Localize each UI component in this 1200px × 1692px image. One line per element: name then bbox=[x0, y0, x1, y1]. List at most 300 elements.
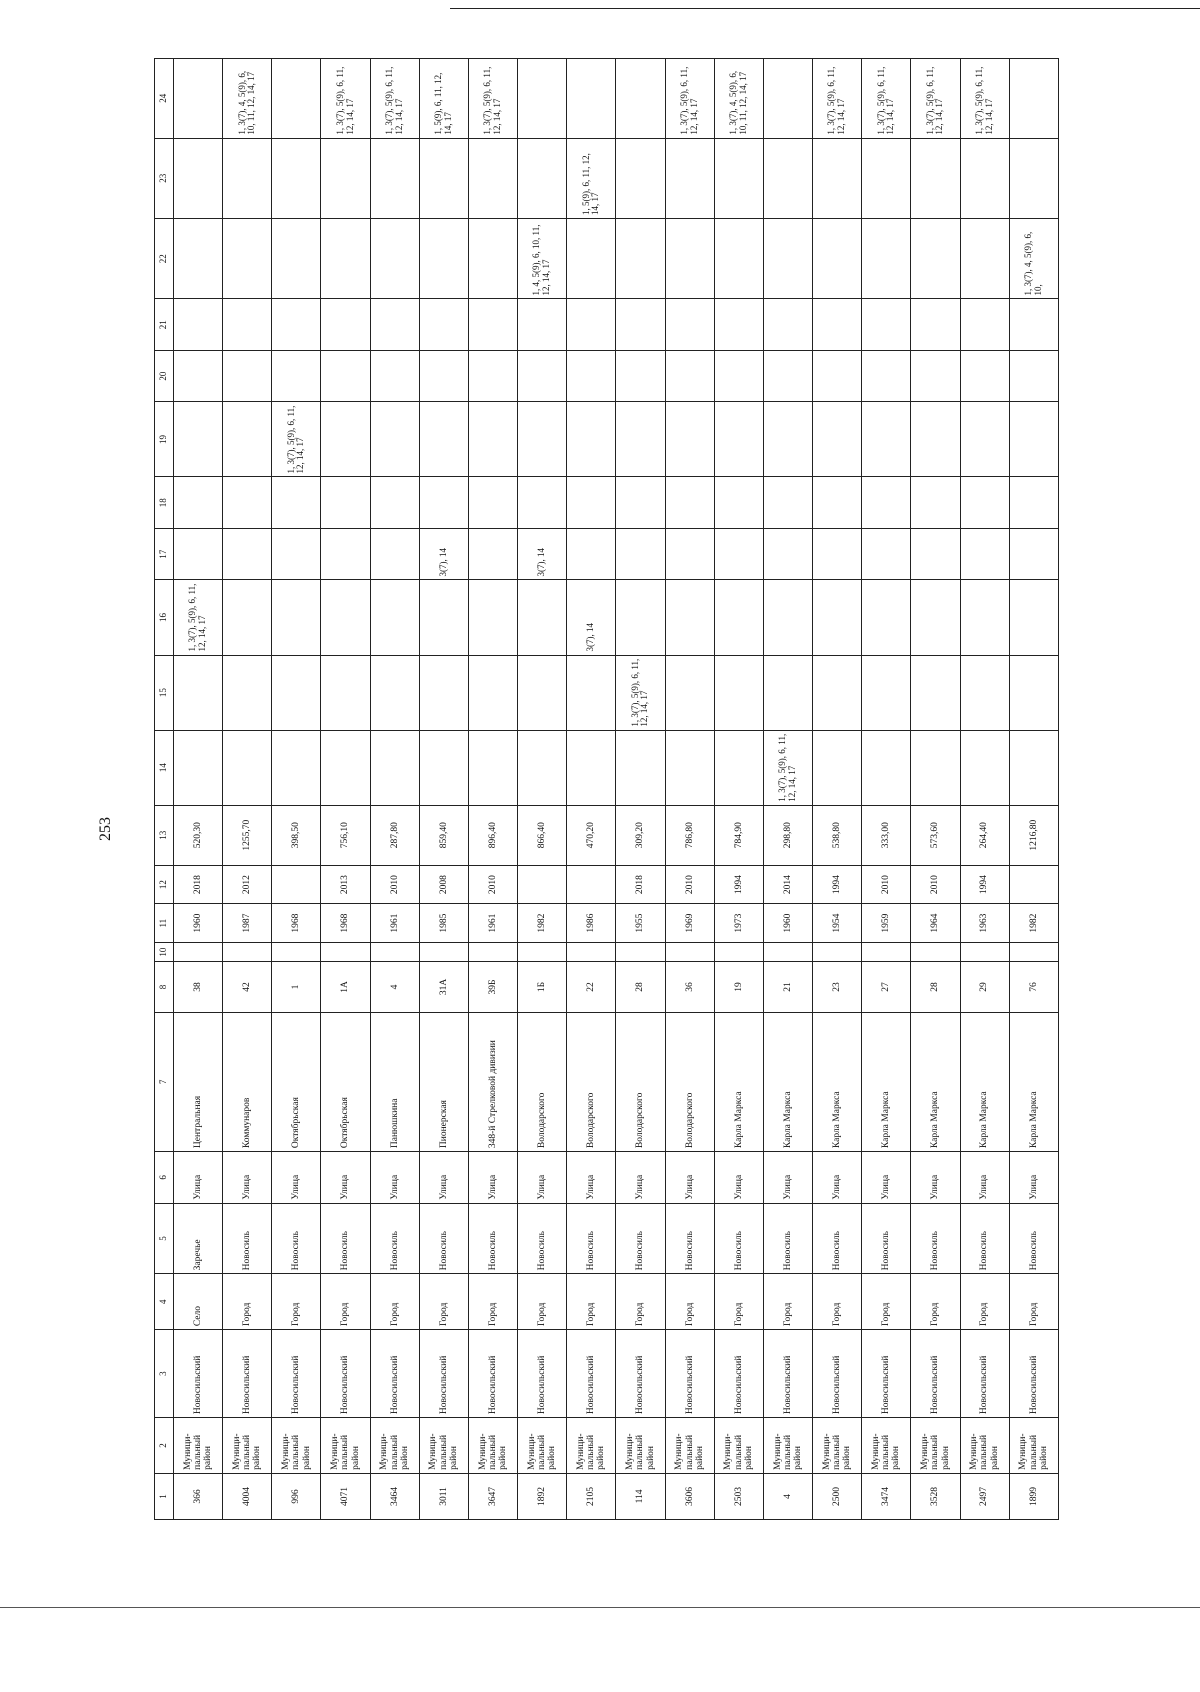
table-cell bbox=[321, 528, 370, 579]
table-cell: 38 bbox=[174, 962, 223, 1012]
table-cell: Муници-пальный район bbox=[321, 1418, 370, 1474]
table-cell: Новосильский bbox=[272, 1330, 321, 1418]
table-cell: Володарского bbox=[567, 1012, 616, 1151]
table-cell bbox=[567, 477, 616, 528]
table-cell bbox=[419, 299, 468, 350]
table-cell bbox=[174, 730, 223, 805]
table-cell bbox=[370, 219, 419, 299]
table-cell bbox=[960, 655, 1009, 730]
table-cell: 1969 bbox=[665, 904, 714, 943]
table-cell: Новосильский bbox=[862, 1330, 911, 1418]
table-cell bbox=[862, 655, 911, 730]
table-cell bbox=[174, 59, 223, 139]
table-cell bbox=[911, 299, 960, 350]
table-cell bbox=[223, 942, 272, 961]
table-cell: Улица bbox=[468, 1152, 517, 1203]
column-header: 14 bbox=[155, 730, 174, 805]
table-cell: Муници-пальный район bbox=[567, 1418, 616, 1474]
table-cell bbox=[665, 655, 714, 730]
table-cell: Карла Маркса bbox=[763, 1012, 812, 1151]
table-cell: Новосиль bbox=[911, 1203, 960, 1274]
table-cell bbox=[763, 942, 812, 961]
table-cell: Пионерская bbox=[419, 1012, 468, 1151]
table-cell bbox=[616, 219, 665, 299]
table-cell: 333,00 bbox=[862, 805, 911, 865]
table-cell bbox=[763, 580, 812, 655]
table-cell bbox=[911, 655, 960, 730]
table-cell: Улица bbox=[665, 1152, 714, 1203]
table-cell bbox=[616, 580, 665, 655]
table-cell: 2497 bbox=[960, 1473, 1009, 1519]
table-cell bbox=[714, 402, 763, 477]
table-cell: 1961 bbox=[468, 904, 517, 943]
table-cell bbox=[272, 942, 321, 961]
table-cell: Новосиль bbox=[960, 1203, 1009, 1274]
table-cell: 2018 bbox=[616, 865, 665, 904]
table-cell bbox=[567, 730, 616, 805]
table-cell bbox=[616, 942, 665, 961]
table-cell bbox=[911, 942, 960, 961]
table-cell: Новосиль bbox=[370, 1203, 419, 1274]
table-cell: Новосиль bbox=[763, 1203, 812, 1274]
table-cell: 2105 bbox=[567, 1473, 616, 1519]
table-cell: 264,40 bbox=[960, 805, 1009, 865]
column-header: 21 bbox=[155, 299, 174, 350]
scan-bottom-line bbox=[0, 1607, 1200, 1608]
table-cell bbox=[468, 580, 517, 655]
table-cell bbox=[518, 655, 567, 730]
table-row bbox=[763, 59, 812, 1520]
table-cell: 1, 3(7), 5(9), 6, 11, 12, 14, 17 bbox=[370, 59, 419, 139]
table-cell: 1994 bbox=[714, 865, 763, 904]
table-row bbox=[616, 59, 665, 1520]
table-cell: Новосильский bbox=[813, 1330, 862, 1418]
table-cell bbox=[223, 219, 272, 299]
table-cell bbox=[665, 350, 714, 401]
table-cell: 1, 3(7), 5(9), 6, 11, 12, 14, 17 bbox=[665, 59, 714, 139]
table-cell bbox=[223, 528, 272, 579]
table-cell: Муници-пальный район bbox=[174, 1418, 223, 1474]
table-cell bbox=[1009, 730, 1058, 805]
table-cell bbox=[1009, 528, 1058, 579]
column-header: 5 bbox=[155, 1203, 174, 1274]
column-header: 17 bbox=[155, 528, 174, 579]
table-cell bbox=[272, 528, 321, 579]
table-cell: 2014 bbox=[763, 865, 812, 904]
column-header: 7 bbox=[155, 1012, 174, 1151]
table-cell: 573,60 bbox=[911, 805, 960, 865]
table-cell bbox=[223, 299, 272, 350]
table-cell bbox=[911, 402, 960, 477]
table-cell bbox=[813, 402, 862, 477]
table-cell bbox=[370, 299, 419, 350]
table-cell bbox=[468, 528, 517, 579]
table-cell bbox=[960, 138, 1009, 218]
table-cell bbox=[419, 477, 468, 528]
table-cell bbox=[911, 477, 960, 528]
table-row bbox=[665, 59, 714, 1520]
table-cell: Карла Маркса bbox=[911, 1012, 960, 1151]
table-cell: Новосильский bbox=[714, 1330, 763, 1418]
table-cell bbox=[714, 942, 763, 961]
table-cell: 784,90 bbox=[714, 805, 763, 865]
table-cell bbox=[616, 730, 665, 805]
table-cell: Новосильский bbox=[911, 1330, 960, 1418]
table-row bbox=[518, 59, 567, 1520]
table-cell: Володарского bbox=[518, 1012, 567, 1151]
table-cell: 2012 bbox=[223, 865, 272, 904]
table-cell: 1, 3(7), 5(9), 6, 11, 12, 14, 17 bbox=[272, 402, 321, 477]
table-cell: Новосиль bbox=[419, 1203, 468, 1274]
table-cell: Муници-пальный район bbox=[813, 1418, 862, 1474]
table-cell: Улица bbox=[1009, 1152, 1058, 1203]
table-cell: 4004 bbox=[223, 1473, 272, 1519]
table-cell bbox=[272, 865, 321, 904]
table-cell bbox=[813, 299, 862, 350]
table-cell: Новосиль bbox=[567, 1203, 616, 1274]
table-row bbox=[468, 59, 517, 1520]
table-cell bbox=[862, 138, 911, 218]
table-cell bbox=[468, 299, 517, 350]
table-cell bbox=[174, 942, 223, 961]
table-cell bbox=[813, 528, 862, 579]
table-cell bbox=[370, 942, 419, 961]
table-cell: Муници-пальный район bbox=[665, 1418, 714, 1474]
table-cell: Карла Маркса bbox=[960, 1012, 1009, 1151]
table-cell: Муници-пальный район bbox=[370, 1418, 419, 1474]
table-cell: 31А bbox=[419, 962, 468, 1012]
table-cell: Улица bbox=[174, 1152, 223, 1203]
table-cell bbox=[1009, 580, 1058, 655]
table-cell: 28 bbox=[616, 962, 665, 1012]
table-cell: Новосиль bbox=[321, 1203, 370, 1274]
table-cell: 1, 3(7), 5(9), 6, 11, 12, 14, 17 bbox=[763, 730, 812, 805]
table-cell: Новосиль bbox=[616, 1203, 665, 1274]
column-header: 12 bbox=[155, 865, 174, 904]
table-cell: 756,10 bbox=[321, 805, 370, 865]
table-cell bbox=[763, 219, 812, 299]
table-cell bbox=[763, 655, 812, 730]
table-cell: 22 bbox=[567, 962, 616, 1012]
table-cell: 1, 3(7), 5(9), 6, 11, 12, 14, 17 bbox=[813, 59, 862, 139]
table-cell: Город bbox=[567, 1274, 616, 1330]
table-cell: 3647 bbox=[468, 1473, 517, 1519]
column-header: 23 bbox=[155, 138, 174, 218]
table-cell bbox=[911, 219, 960, 299]
table-cell bbox=[714, 730, 763, 805]
table-cell: 1994 bbox=[813, 865, 862, 904]
table-cell: 1964 bbox=[911, 904, 960, 943]
table-cell: Новосильский bbox=[616, 1330, 665, 1418]
table-cell bbox=[1009, 138, 1058, 218]
table-cell: 3528 bbox=[911, 1473, 960, 1519]
table-cell: 2013 bbox=[321, 865, 370, 904]
table-cell: Муници-пальный район bbox=[1009, 1418, 1058, 1474]
table-cell bbox=[419, 942, 468, 961]
table-cell bbox=[862, 350, 911, 401]
table-cell bbox=[223, 138, 272, 218]
table-cell bbox=[370, 138, 419, 218]
table-cell: Новосильский bbox=[1009, 1330, 1058, 1418]
table-cell: 1899 bbox=[1009, 1473, 1058, 1519]
scan-top-line bbox=[450, 8, 1200, 9]
table-cell: Новосильский bbox=[468, 1330, 517, 1418]
table-cell: 538,80 bbox=[813, 805, 862, 865]
table-cell: 996 bbox=[272, 1473, 321, 1519]
table-cell bbox=[468, 655, 517, 730]
table-cell: Город bbox=[518, 1274, 567, 1330]
table-cell bbox=[714, 580, 763, 655]
table-cell bbox=[272, 299, 321, 350]
column-header: 10 bbox=[155, 942, 174, 961]
table-cell bbox=[567, 219, 616, 299]
table-cell bbox=[813, 730, 862, 805]
table-cell: Карла Маркса bbox=[1009, 1012, 1058, 1151]
table-cell bbox=[665, 477, 714, 528]
table-cell bbox=[321, 138, 370, 218]
table-cell: 3011 bbox=[419, 1473, 468, 1519]
table-cell: Улица bbox=[518, 1152, 567, 1203]
table-cell: 287,80 bbox=[370, 805, 419, 865]
table-cell: 1994 bbox=[960, 865, 1009, 904]
table-cell bbox=[1009, 402, 1058, 477]
table-cell: Город bbox=[272, 1274, 321, 1330]
table-cell: 27 bbox=[862, 962, 911, 1012]
table-cell bbox=[567, 942, 616, 961]
table-cell bbox=[714, 219, 763, 299]
table-cell: 1, 3(7), 5(9), 6, 11, 12, 14, 17 bbox=[616, 655, 665, 730]
table-cell: 1982 bbox=[518, 904, 567, 943]
table-cell bbox=[468, 730, 517, 805]
table-cell bbox=[370, 477, 419, 528]
table-cell bbox=[321, 655, 370, 730]
table-cell bbox=[321, 580, 370, 655]
table-cell bbox=[419, 402, 468, 477]
table-cell bbox=[468, 402, 517, 477]
table-cell: Город bbox=[665, 1274, 714, 1330]
table-cell bbox=[763, 138, 812, 218]
table-cell bbox=[567, 350, 616, 401]
table-cell: 2010 bbox=[468, 865, 517, 904]
table-cell bbox=[862, 402, 911, 477]
table-cell bbox=[1009, 865, 1058, 904]
column-header: 20 bbox=[155, 350, 174, 401]
table-cell: 1961 bbox=[370, 904, 419, 943]
table-cell bbox=[370, 580, 419, 655]
table-cell bbox=[813, 580, 862, 655]
table-cell bbox=[763, 402, 812, 477]
column-header: 24 bbox=[155, 59, 174, 139]
table-cell: Село bbox=[174, 1274, 223, 1330]
table-cell: 2018 bbox=[174, 865, 223, 904]
table-cell bbox=[272, 655, 321, 730]
table-cell bbox=[714, 299, 763, 350]
table-cell bbox=[616, 350, 665, 401]
table-cell: Новосильский bbox=[174, 1330, 223, 1418]
table-row bbox=[321, 59, 370, 1520]
table-cell bbox=[960, 219, 1009, 299]
table-cell bbox=[468, 942, 517, 961]
table-cell bbox=[518, 730, 567, 805]
column-header: 16 bbox=[155, 580, 174, 655]
table-row bbox=[223, 59, 272, 1520]
table-cell bbox=[174, 138, 223, 218]
table-cell: 1960 bbox=[174, 904, 223, 943]
table-cell: Город bbox=[960, 1274, 1009, 1330]
table-cell bbox=[272, 477, 321, 528]
table-cell: Муници-пальный район bbox=[960, 1418, 1009, 1474]
table-cell bbox=[518, 59, 567, 139]
table-cell: 1, 3(7), 5(9), 6, 11, 12, 14, 17 bbox=[321, 59, 370, 139]
table-cell bbox=[518, 580, 567, 655]
table-cell bbox=[419, 655, 468, 730]
table-cell bbox=[518, 299, 567, 350]
table-cell: Новосильский bbox=[665, 1330, 714, 1418]
table-cell: Улица bbox=[862, 1152, 911, 1203]
table-cell bbox=[272, 219, 321, 299]
table-cell bbox=[370, 350, 419, 401]
table-cell bbox=[370, 402, 419, 477]
table-cell: Город bbox=[419, 1274, 468, 1330]
table-cell: 21 bbox=[763, 962, 812, 1012]
table-cell bbox=[960, 402, 1009, 477]
table-cell: Коммунаров bbox=[223, 1012, 272, 1151]
table-cell: 366 bbox=[174, 1473, 223, 1519]
table-cell bbox=[174, 219, 223, 299]
table-cell bbox=[862, 528, 911, 579]
table-cell: 4071 bbox=[321, 1473, 370, 1519]
table-cell: Новосиль bbox=[813, 1203, 862, 1274]
table-cell: Новосиль bbox=[714, 1203, 763, 1274]
table-cell: 36 bbox=[665, 962, 714, 1012]
table-cell bbox=[1009, 942, 1058, 961]
table-cell bbox=[813, 350, 862, 401]
table-cell bbox=[714, 655, 763, 730]
table-cell: 28 bbox=[911, 962, 960, 1012]
table-cell bbox=[321, 477, 370, 528]
table-cell: Улица bbox=[567, 1152, 616, 1203]
column-header: 22 bbox=[155, 219, 174, 299]
table-cell bbox=[1009, 655, 1058, 730]
table-cell: 2010 bbox=[911, 865, 960, 904]
table-cell bbox=[960, 477, 1009, 528]
table-cell bbox=[1009, 299, 1058, 350]
table-cell: 1, 3(7), 5(9), 6, 11, 12, 14, 17 bbox=[174, 580, 223, 655]
table-cell bbox=[960, 350, 1009, 401]
table-cell: Улица bbox=[272, 1152, 321, 1203]
table-cell bbox=[665, 138, 714, 218]
table-cell bbox=[1009, 477, 1058, 528]
table-cell bbox=[174, 402, 223, 477]
table-cell: 1892 bbox=[518, 1473, 567, 1519]
table-cell bbox=[321, 730, 370, 805]
table-cell: Новосильский bbox=[370, 1330, 419, 1418]
table-cell bbox=[272, 138, 321, 218]
table-row bbox=[862, 59, 911, 1520]
table-cell bbox=[518, 477, 567, 528]
table-cell: 1216,80 bbox=[1009, 805, 1058, 865]
table-cell bbox=[665, 299, 714, 350]
table-cell: Центральная bbox=[174, 1012, 223, 1151]
table-cell: 2010 bbox=[370, 865, 419, 904]
table-cell bbox=[567, 655, 616, 730]
table-cell: 1968 bbox=[272, 904, 321, 943]
table-cell: 2008 bbox=[419, 865, 468, 904]
table-cell: Город bbox=[763, 1274, 812, 1330]
table-cell: 1, 5(9), 6, 11, 12, 14, 17 bbox=[419, 59, 468, 139]
table-cell bbox=[714, 350, 763, 401]
table-cell: Володарского bbox=[616, 1012, 665, 1151]
table-cell bbox=[567, 528, 616, 579]
table-cell: 19 bbox=[714, 962, 763, 1012]
table-cell bbox=[567, 59, 616, 139]
table-cell bbox=[911, 350, 960, 401]
table-cell bbox=[468, 477, 517, 528]
table-cell bbox=[174, 655, 223, 730]
table-cell: 1, 5(9), 6, 11, 12, 14, 17 bbox=[567, 138, 616, 218]
table-cell: Новосиль bbox=[223, 1203, 272, 1274]
table-cell: 1, 3(7), 5(9), 6, 11, 12, 14, 17 bbox=[960, 59, 1009, 139]
table-row bbox=[174, 59, 223, 1520]
table-cell: Октябрьская bbox=[272, 1012, 321, 1151]
table-cell bbox=[518, 942, 567, 961]
table-cell: 1, 3(7), 5(9), 6, 11, 12, 14, 17 bbox=[911, 59, 960, 139]
table-cell: Карла Маркса bbox=[862, 1012, 911, 1151]
table-cell bbox=[862, 299, 911, 350]
table-cell: Город bbox=[911, 1274, 960, 1330]
table-cell: Муници-пальный район bbox=[616, 1418, 665, 1474]
table-cell: Новосиль bbox=[468, 1203, 517, 1274]
table-cell: Муници-пальный район bbox=[714, 1418, 763, 1474]
table-cell bbox=[174, 477, 223, 528]
table-cell bbox=[813, 138, 862, 218]
table-cell: Новосиль bbox=[862, 1203, 911, 1274]
table-cell bbox=[960, 580, 1009, 655]
table-cell: Новосиль bbox=[272, 1203, 321, 1274]
table-cell bbox=[960, 528, 1009, 579]
table-cell: Панюшкина bbox=[370, 1012, 419, 1151]
column-header: 15 bbox=[155, 655, 174, 730]
table-cell bbox=[223, 580, 272, 655]
column-header: 13 bbox=[155, 805, 174, 865]
header-row bbox=[155, 59, 174, 1520]
table-cell bbox=[616, 138, 665, 218]
table-cell: 3(7), 14 bbox=[419, 528, 468, 579]
table-cell: 1Б bbox=[518, 962, 567, 1012]
table-cell: Муници-пальный район bbox=[468, 1418, 517, 1474]
table-header bbox=[155, 59, 174, 1520]
table-cell: 1255,70 bbox=[223, 805, 272, 865]
table-cell bbox=[174, 299, 223, 350]
table-cell bbox=[419, 138, 468, 218]
table-cell: 1982 bbox=[1009, 904, 1058, 943]
column-header: 3 bbox=[155, 1330, 174, 1418]
table-cell: Город bbox=[616, 1274, 665, 1330]
table-cell bbox=[321, 299, 370, 350]
table-cell: 298,80 bbox=[763, 805, 812, 865]
table-cell: Город bbox=[1009, 1274, 1058, 1330]
table-cell: Новосиль bbox=[518, 1203, 567, 1274]
table-cell bbox=[567, 299, 616, 350]
table-cell: Новосильский bbox=[960, 1330, 1009, 1418]
table-cell bbox=[813, 942, 862, 961]
table-cell bbox=[272, 580, 321, 655]
table-row bbox=[813, 59, 862, 1520]
table-cell bbox=[911, 138, 960, 218]
column-header: 18 bbox=[155, 477, 174, 528]
table-cell bbox=[272, 730, 321, 805]
table-cell bbox=[419, 350, 468, 401]
